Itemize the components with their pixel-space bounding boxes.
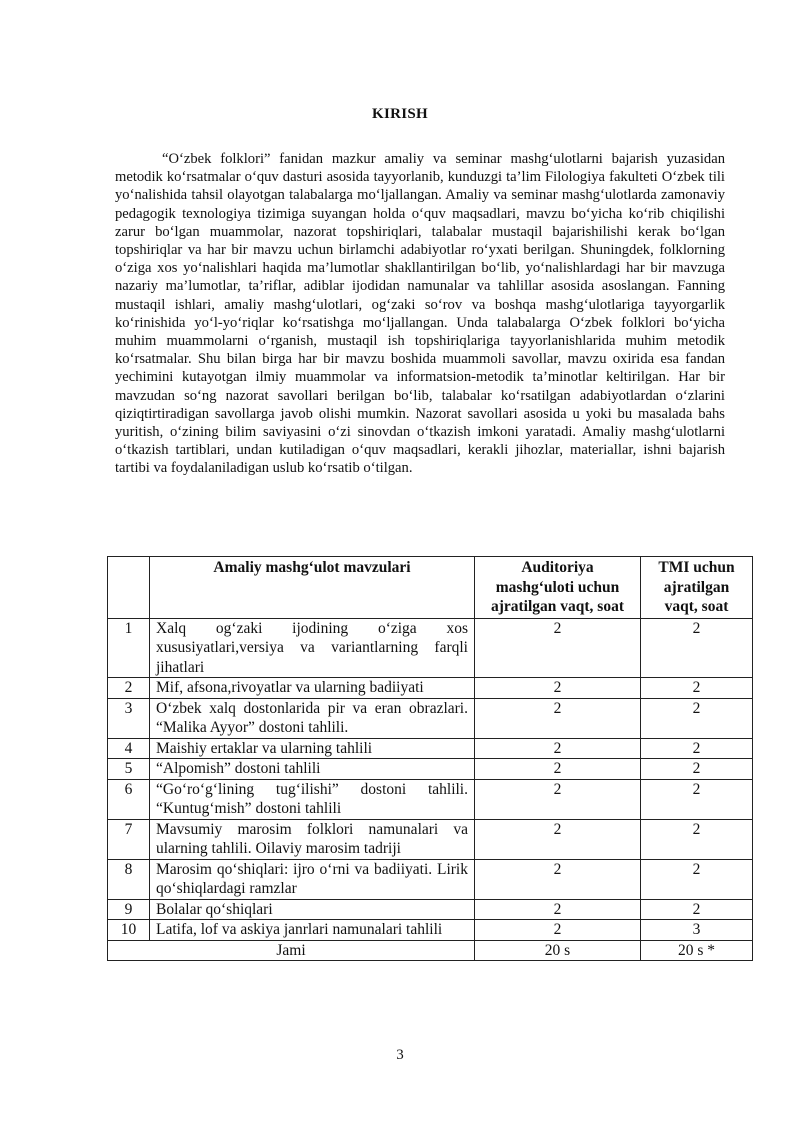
row-auditorium-hours: 2 [475, 678, 641, 699]
row-topic: O‘zbek xalq dostonlarida pir va eran obrazlari. “Malika Ayyor” dostoni tahlili. [150, 698, 475, 738]
row-topic: Mif, afsona,rivoyatlar va ularning badiiyati [150, 678, 475, 699]
page-number: 3 [396, 1047, 404, 1063]
row-number: 10 [108, 920, 150, 941]
row-topic: Bolalar qo‘shiqlari [150, 899, 475, 920]
row-auditorium-hours: 2 [475, 859, 641, 899]
table-row [108, 618, 753, 678]
row-auditorium-hours: 2 [475, 759, 641, 780]
table-row [108, 819, 753, 859]
row-auditorium-hours: 2 [475, 738, 641, 759]
page-title: KIRISH [372, 106, 428, 122]
intro-paragraph: “O‘zbek folklori” fanidan mazkur amaliy va seminar mashg‘ulotlarni bajarish yuzasidan metodik ko‘rsatmalar o‘quv dasturi asosida tayyorlanib, kunduzgi ta’lim Filologiya fakulteti O‘zbek tili yo‘nalishida tahsil olayotgan talabalarga mo‘ljallangan. Amaliy va seminar mashg‘ulotlarda zamonaviy pedagogik texnologiya tizimiga suyangan holda o‘quv maqsadlari, mavzu bo‘yicha ko‘rib chiqilishi zarur bo‘lgan muammolar, nazorat topshiriqlari, talabalar mustaqil bajarishilishi kerak bo‘lgan topshiriqlar va har bir mavzu uchun birlamchi adabiyotlar ro‘yxati berilgan. Shuningdek, folklorning o‘ziga xos yo‘nalishlari haqida ma’lumotlar shakllantirilgan bo‘lib, yo‘nalishlardagi har bir mavzuga nazariy ma’lumotlar, ta’riflar, adiblar ijodidan namunalar va tahlillar asosida asoslangan. Fanning mustaqil ishlari, amaliy mashg‘ulotlari, og‘zaki so‘rov va boshqa mashg‘ulotlariga tayyorgarlik ko‘rinishida yo‘l-yo‘riqlar ko‘rsatishga mo‘ljallangan. Unda talabalarga O‘zbek folklori bo‘yicha muhim muammolarni o‘rganish, mustaqil ish topshiriqlariga tayyorlanishlarida muhim metodik ko‘rsatmalar. Shu bilan birga har bir mavzu boshida muammoli savollar, mavzu oxirida esa fandan yechimini kutayotgan ilmiy muammolar va informatsion-metodik ta’minotlar keltirilgan. Har bir mavzudan so‘ng nazorat savollari berilgan bo‘lib, talabalar ko‘rsatilgan adabiyotlardan o‘zlarini qiziqtirtiradigan savollarga javob olishi mumkin. Nazorat savollari asosida u yoki bu masalada bahs yuritish, o‘zining bilim saviyasini o‘zi sinovdan o‘tkazish imkoni yaratadi. Amaliy mashg‘ulotlarni o‘tkazish tartiblari, undan kutiladigan o‘quv maqsadlari, kerakli jihozlar, materiallar, ishni bajarish tartibi va foydalaniladigan uslub ko‘rsatib o‘tilgan. [115, 151, 725, 477]
row-number: 9 [108, 899, 150, 920]
header-auditorium-hours: Auditoriya mashg‘uloti uchun ajratilgan vaqt, soat [475, 557, 641, 619]
table-row [108, 859, 753, 899]
row-auditorium-hours: 2 [475, 779, 641, 819]
row-auditorium-hours: 2 [475, 618, 641, 678]
row-topic: Xalq og‘zaki ijodining o‘ziga xos xususiyatlari,versiya va variantlarning farqli jihatlari [150, 618, 475, 678]
row-auditorium-hours: 2 [475, 819, 641, 859]
table-header-row [108, 557, 753, 619]
table-row [108, 759, 753, 780]
row-tmi-hours: 2 [641, 698, 753, 738]
total-label: Jami [108, 940, 475, 961]
row-auditorium-hours: 2 [475, 698, 641, 738]
table-row [108, 678, 753, 699]
header-number [108, 557, 150, 619]
row-tmi-hours: 2 [641, 759, 753, 780]
row-number: 7 [108, 819, 150, 859]
row-tmi-hours: 2 [641, 859, 753, 899]
row-topic: Maishiy ertaklar va ularning tahlili [150, 738, 475, 759]
row-tmi-hours: 2 [641, 618, 753, 678]
table-row [108, 779, 753, 819]
row-auditorium-hours: 2 [475, 920, 641, 941]
row-number: 1 [108, 618, 150, 678]
row-topic: Marosim qo‘shiqlari: ijro o‘rni va badiiyati. Lirik qo‘shiqlardagi ramzlar [150, 859, 475, 899]
row-number: 3 [108, 698, 150, 738]
row-tmi-hours: 3 [641, 920, 753, 941]
row-number: 5 [108, 759, 150, 780]
table-row [108, 899, 753, 920]
row-number: 2 [108, 678, 150, 699]
row-auditorium-hours: 2 [475, 899, 641, 920]
row-tmi-hours: 2 [641, 738, 753, 759]
table-total-row [108, 940, 753, 961]
row-number: 6 [108, 779, 150, 819]
row-number: 8 [108, 859, 150, 899]
header-tmi-hours: TMI uchun ajratilgan vaqt, soat [641, 557, 753, 619]
total-auditorium-hours: 20 s [475, 940, 641, 961]
row-tmi-hours: 2 [641, 678, 753, 699]
row-tmi-hours: 2 [641, 779, 753, 819]
table-row [108, 738, 753, 759]
practical-lessons-table [107, 556, 753, 961]
row-topic: Mavsumiy marosim folklori namunalari va ularning tahlili. Oilaviy marosim tadriji [150, 819, 475, 859]
header-topic: Amaliy mashg‘ulot mavzulari [150, 557, 475, 619]
table-body [108, 618, 753, 961]
table-row [108, 920, 753, 941]
row-number: 4 [108, 738, 150, 759]
total-tmi-hours: 20 s * [641, 940, 753, 961]
row-topic: “Go‘ro‘g‘lining tug‘ilishi” dostoni tahlili. “Kuntug‘mish” dostoni tahlili [150, 779, 475, 819]
row-tmi-hours: 2 [641, 899, 753, 920]
table-header [108, 557, 753, 619]
row-topic: “Alpomish” dostoni tahlili [150, 759, 475, 780]
row-topic: Latifa, lof va askiya janrlari namunalari tahlili [150, 920, 475, 941]
table-row [108, 698, 753, 738]
row-tmi-hours: 2 [641, 819, 753, 859]
